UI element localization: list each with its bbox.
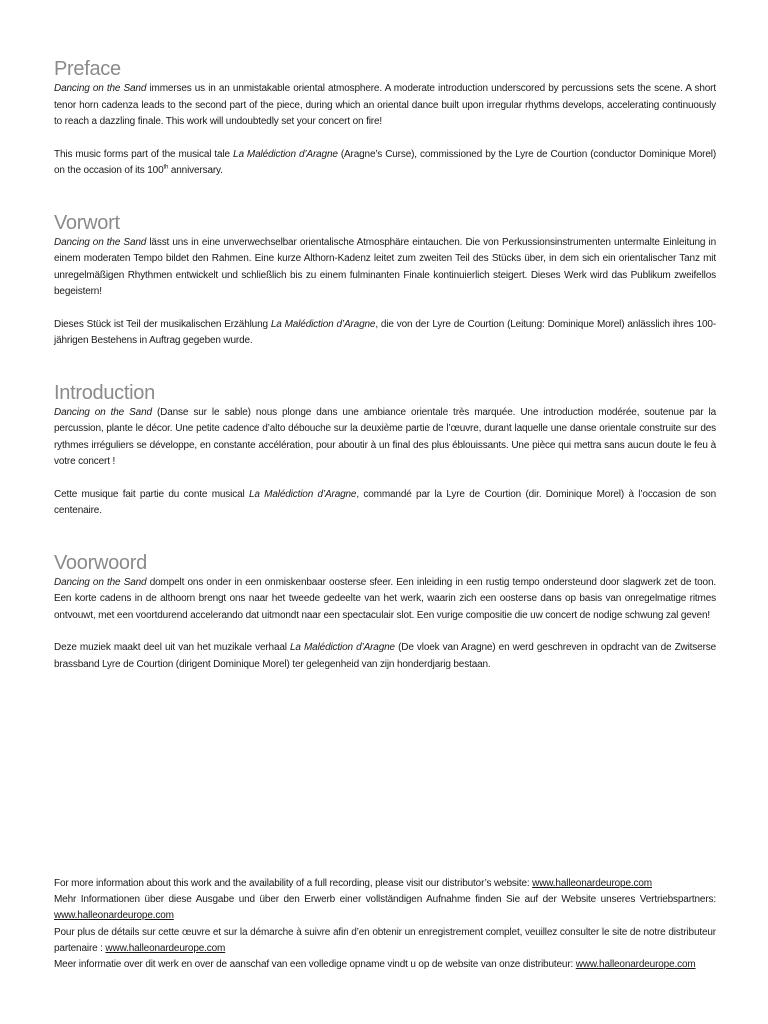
tale-title: La Malédiction d’Aragne	[270, 318, 376, 330]
section-title-preface: Preface	[54, 58, 121, 80]
work-title: Dancing on the Sand	[54, 576, 147, 588]
section-introduction	[54, 382, 716, 520]
work-title: Dancing on the Sand	[54, 236, 147, 248]
tale-title: La Malédiction d’Aragne	[290, 642, 395, 653]
preface-paragraph-1: Dancing on the Sand immerses us in an unmistakable oriental atmosphere. A moderate introduction underscored by percussions sets the scene. A short tenor horn cadenza leads to the second part of the piece, during which an oriental dance built upon irregular rhythms develops, accelerating continuously to reach a dazzling finale. This work will undoubtedly set your concert on fire!	[54, 83, 716, 127]
footer-line-fr: Pour plus de détails sur cette œuvre et sur la démarche à suivre afin d’en obtenir un enregistrement complet, veuillez consulter le site de notre distributeur partenaire : www.halleonardeurope.com	[54, 926, 716, 954]
section-title-vorwort: Vorwort	[54, 211, 120, 234]
work-title: Dancing on the Sand	[54, 83, 147, 94]
document-body	[54, 58, 716, 705]
section-voorwoord	[54, 552, 716, 674]
distributor-link-fr[interactable]: www.halleonardeurope.com	[105, 942, 226, 954]
section-vorwort	[54, 212, 716, 350]
vorwort-paragraph-2: Dieses Stück ist Teil der musikalischen Erzählung La Malédiction d’Aragne, die von der Lyre de Courtion (Leitung: Dominique Morel) anlässlich ihres 100-jährigen Bestehens in Auftrag gegeben wurde.	[54, 318, 716, 346]
tale-title: La Malédiction d’Aragne	[248, 488, 357, 500]
vorwort-paragraph-1: Dancing on the Sand lässt uns in eine unverwechselbar orientalische Atmosphäre eintauchen. Die von Perkussionsinstrumenten untermalte Einleitung in einem moderaten Tempo bildet den Rahmen. Eine kurze Althorn-Kadenz leitet zum zweiten Teil des Stücks über, in dem sich ein orientalischer Tanz mit unregelmäßigen Rhythmen entwickelt und schließlich bis zu einem fulminanten Finale kontinuierlich steigert. Dieses Werk wird das Publikum zweifellos begeistern!	[54, 236, 716, 297]
distributor-link-en[interactable]: www.halleonardeurope.com	[532, 878, 652, 889]
voorwoord-paragraph-1: Dancing on the Sand dompelt ons onder in een onmiskenbaar oosterse sfeer. Een inleiding in een rustig tempo ondersteund door slagwerk zet de toon. Een korte cadens in de althoorn brengt ons naar het tweede gedeelte van het werk, waarin zich een oosterse dans op basis van onregelmatige ritmes ontvouwt, met een voortdurend accelerando dat uitmondt naar een spectaculair slot. Een vurige compositie die uw concert de nodige schwung zal geven!	[54, 576, 716, 621]
section-preface	[54, 58, 716, 180]
voorwoord-paragraph-2: Deze muziek maakt deel uit van het muzikale verhaal La Malédiction d’Aragne (De vloek van Aragne) en werd geschreven in opdracht van de Zwitserse brassband Lyre de Courtion (dirigent Dominique Morel) ter gelegenheid van zijn honderdjarig bestaan.	[54, 642, 717, 670]
introduction-paragraph-1: Dancing on the Sand (Danse sur le sable) nous plonge dans une ambiance orientale très marquée. Une introduction modérée, soutenue par la percussion, plante le décor. Une petite cadence d’alto débouche sur la deuxième partie de l’œuvre, durant laquelle une danse orientale construite sur des rythmes irréguliers se développe, en constante accélération, pour aboutir à un final des plus éblouissants. Une pièce qui mettra sans aucun doute le feu à votre concert !	[54, 406, 716, 467]
distributor-footer	[54, 876, 716, 973]
footer-line-en: For more information about this work and the availability of a full recording, please visit our distributor’s website: www.halleonardeurope.com	[54, 878, 652, 889]
distributor-link-de[interactable]: www.halleonardeurope.com	[54, 910, 174, 922]
work-title: Dancing on the Sand	[54, 406, 152, 418]
introduction-paragraph-2: Cette musique fait partie du conte musical La Malédiction d’Aragne, commandé par la Lyre de Courtion (dir. Dominique Morel) à l’occasion de son centenaire.	[54, 488, 716, 516]
section-title-introduction: Introduction	[54, 381, 155, 404]
distributor-link-nl[interactable]: www.halleonardeurope.com	[575, 959, 696, 971]
footer-line-de: Mehr Informationen über diese Ausgabe und über den Erwerb einer vollständigen Aufnahme finden Sie auf der Website unseres Vertriebspartners: www.halleonardeurope.com	[54, 894, 716, 922]
preface-paragraph-2: This music forms part of the musical tale La Malédiction d’Aragne (Aragne’s Curse), commissioned by the Lyre de Courtion (conductor Dominique Morel) on the occasion of its 100th anniversary.	[54, 148, 716, 176]
section-title-voorwoord: Voorwoord	[54, 551, 147, 574]
footer-line-nl: Meer informatie over dit werk en over de aanschaf van een volledige opname vindt u op de website van onze distributeur: www.halleonardeurope.com	[54, 959, 696, 971]
tale-title: La Malédiction d’Aragne	[233, 148, 338, 160]
